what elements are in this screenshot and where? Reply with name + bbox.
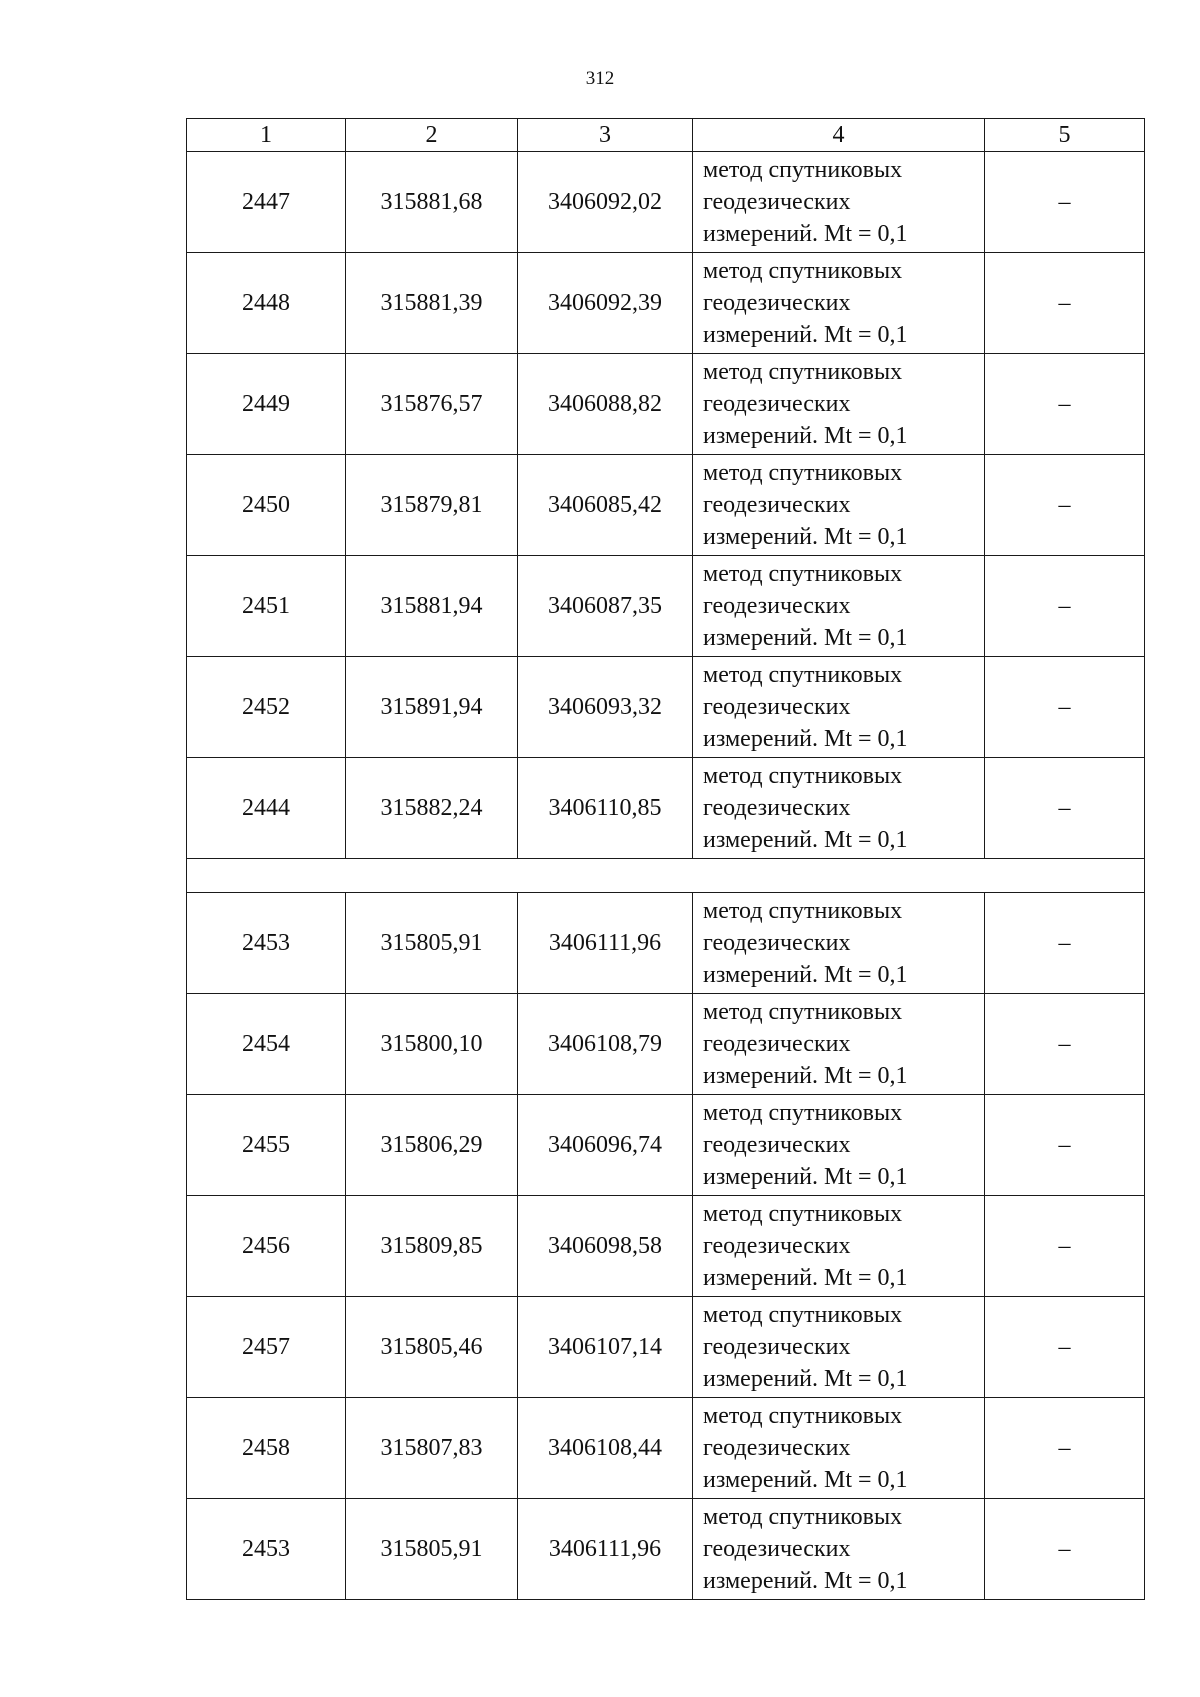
x-coordinate-cell: 315806,29	[346, 1095, 518, 1196]
y-coordinate-cell: 3406108,44	[518, 1398, 693, 1499]
y-coordinate-cell: 3406088,82	[518, 354, 693, 455]
point-number-cell: 2449	[187, 354, 346, 455]
method-line: метод спутниковых	[703, 157, 903, 183]
method-line: геодезических	[703, 1132, 851, 1158]
method-line: метод спутниковых	[703, 1504, 903, 1530]
method-line: измерений. Mt = 0,1	[703, 1366, 908, 1392]
method-line: геодезических	[703, 1435, 851, 1461]
column-5-cell: –	[985, 1499, 1145, 1600]
x-coordinate-cell: 315876,57	[346, 354, 518, 455]
method-cell	[693, 893, 985, 994]
method-line: измерений. Mt = 0,1	[703, 726, 908, 752]
method-line: геодезических	[703, 290, 851, 316]
method-line: метод спутниковых	[703, 258, 903, 284]
table-row	[187, 1196, 1145, 1297]
column-5-cell: –	[985, 1095, 1145, 1196]
method-line: геодезических	[703, 930, 851, 956]
y-coordinate-cell: 3406085,42	[518, 455, 693, 556]
x-coordinate-cell: 315879,81	[346, 455, 518, 556]
method-line: геодезических	[703, 1536, 851, 1562]
method-cell	[693, 994, 985, 1095]
column-5-cell: –	[985, 152, 1145, 253]
method-line: геодезических	[703, 593, 851, 619]
method-cell	[693, 1297, 985, 1398]
x-coordinate-cell: 315891,94	[346, 657, 518, 758]
method-cell	[693, 556, 985, 657]
method-line: метод спутниковых	[703, 999, 903, 1025]
y-coordinate-cell: 3406092,02	[518, 152, 693, 253]
method-line: геодезических	[703, 694, 851, 720]
table-row	[187, 657, 1145, 758]
method-line: геодезических	[703, 391, 851, 417]
separator-cell	[187, 859, 1145, 893]
point-number-cell: 2451	[187, 556, 346, 657]
method-line: измерений. Mt = 0,1	[703, 962, 908, 988]
header-cell-1: 1	[187, 119, 346, 152]
point-number-cell: 2455	[187, 1095, 346, 1196]
method-line: метод спутниковых	[703, 1100, 903, 1126]
table-row	[187, 758, 1145, 859]
header-cell-4: 4	[693, 119, 985, 152]
table-row	[187, 1297, 1145, 1398]
method-line: метод спутниковых	[703, 662, 903, 688]
y-coordinate-cell: 3406087,35	[518, 556, 693, 657]
column-5-cell: –	[985, 354, 1145, 455]
x-coordinate-cell: 315807,83	[346, 1398, 518, 1499]
method-line: измерений. Mt = 0,1	[703, 322, 908, 348]
table-row	[187, 556, 1145, 657]
header-cell-5: 5	[985, 119, 1145, 152]
method-cell	[693, 1499, 985, 1600]
method-line: геодезических	[703, 1233, 851, 1259]
point-number-cell: 2454	[187, 994, 346, 1095]
x-coordinate-cell: 315881,94	[346, 556, 518, 657]
table-row	[187, 152, 1145, 253]
method-line: измерений. Mt = 0,1	[703, 423, 908, 449]
x-coordinate-cell: 315882,24	[346, 758, 518, 859]
method-cell	[693, 1398, 985, 1499]
method-line: метод спутниковых	[703, 460, 903, 486]
page-number: 312	[585, 68, 615, 89]
method-cell	[693, 1095, 985, 1196]
coordinates-table	[186, 118, 1145, 1600]
point-number-cell: 2444	[187, 758, 346, 859]
point-number-cell: 2448	[187, 253, 346, 354]
x-coordinate-cell: 315881,68	[346, 152, 518, 253]
separator-row	[187, 859, 1145, 893]
table-row	[187, 1499, 1145, 1600]
column-5-cell: –	[985, 455, 1145, 556]
table-row	[187, 893, 1145, 994]
point-number-cell: 2457	[187, 1297, 346, 1398]
column-5-cell: –	[985, 253, 1145, 354]
method-cell	[693, 253, 985, 354]
method-line: метод спутниковых	[703, 763, 903, 789]
y-coordinate-cell: 3406093,32	[518, 657, 693, 758]
x-coordinate-cell: 315805,46	[346, 1297, 518, 1398]
table-row	[187, 253, 1145, 354]
column-5-cell: –	[985, 758, 1145, 859]
column-5-cell: –	[985, 556, 1145, 657]
y-coordinate-cell: 3406110,85	[518, 758, 693, 859]
table-row	[187, 994, 1145, 1095]
x-coordinate-cell: 315800,10	[346, 994, 518, 1095]
method-cell	[693, 1196, 985, 1297]
method-line: измерений. Mt = 0,1	[703, 827, 908, 853]
point-number-cell: 2452	[187, 657, 346, 758]
column-5-cell: –	[985, 1297, 1145, 1398]
column-5-cell: –	[985, 1398, 1145, 1499]
method-line: геодезических	[703, 1031, 851, 1057]
column-5-cell: –	[985, 994, 1145, 1095]
method-cell	[693, 152, 985, 253]
table-row	[187, 1398, 1145, 1499]
method-line: геодезических	[703, 492, 851, 518]
method-cell	[693, 455, 985, 556]
method-cell	[693, 354, 985, 455]
y-coordinate-cell: 3406111,96	[518, 1499, 693, 1600]
header-cell-2: 2	[346, 119, 518, 152]
point-number-cell: 2453	[187, 893, 346, 994]
method-line: геодезических	[703, 1334, 851, 1360]
x-coordinate-cell: 315881,39	[346, 253, 518, 354]
column-5-cell: –	[985, 1196, 1145, 1297]
y-coordinate-cell: 3406107,14	[518, 1297, 693, 1398]
header-cell-3: 3	[518, 119, 693, 152]
column-5-cell: –	[985, 657, 1145, 758]
table-body	[187, 119, 1145, 1600]
point-number-cell: 2450	[187, 455, 346, 556]
method-line: измерений. Mt = 0,1	[703, 1063, 908, 1089]
method-line: метод спутниковых	[703, 561, 903, 587]
point-number-cell: 2453	[187, 1499, 346, 1600]
y-coordinate-cell: 3406108,79	[518, 994, 693, 1095]
method-line: измерений. Mt = 0,1	[703, 1164, 908, 1190]
method-line: измерений. Mt = 0,1	[703, 1265, 908, 1291]
method-line: метод спутниковых	[703, 1201, 903, 1227]
method-line: метод спутниковых	[703, 1403, 903, 1429]
point-number-cell: 2456	[187, 1196, 346, 1297]
point-number-cell: 2447	[187, 152, 346, 253]
method-line: геодезических	[703, 795, 851, 821]
method-cell	[693, 758, 985, 859]
table-row	[187, 455, 1145, 556]
method-line: измерений. Mt = 0,1	[703, 1568, 908, 1594]
x-coordinate-cell: 315805,91	[346, 1499, 518, 1600]
method-line: метод спутниковых	[703, 1302, 903, 1328]
x-coordinate-cell: 315809,85	[346, 1196, 518, 1297]
method-line: измерений. Mt = 0,1	[703, 1467, 908, 1493]
column-5-cell: –	[985, 893, 1145, 994]
method-line: метод спутниковых	[703, 359, 903, 385]
y-coordinate-cell: 3406111,96	[518, 893, 693, 994]
method-line: измерений. Mt = 0,1	[703, 221, 908, 247]
method-line: измерений. Mt = 0,1	[703, 625, 908, 651]
method-line: геодезических	[703, 189, 851, 215]
y-coordinate-cell: 3406098,58	[518, 1196, 693, 1297]
y-coordinate-cell: 3406092,39	[518, 253, 693, 354]
table-row	[187, 354, 1145, 455]
x-coordinate-cell: 315805,91	[346, 893, 518, 994]
method-line: метод спутниковых	[703, 898, 903, 924]
header-row	[187, 119, 1145, 152]
point-number-cell: 2458	[187, 1398, 346, 1499]
table-row	[187, 1095, 1145, 1196]
y-coordinate-cell: 3406096,74	[518, 1095, 693, 1196]
method-cell	[693, 657, 985, 758]
method-line: измерений. Mt = 0,1	[703, 524, 908, 550]
